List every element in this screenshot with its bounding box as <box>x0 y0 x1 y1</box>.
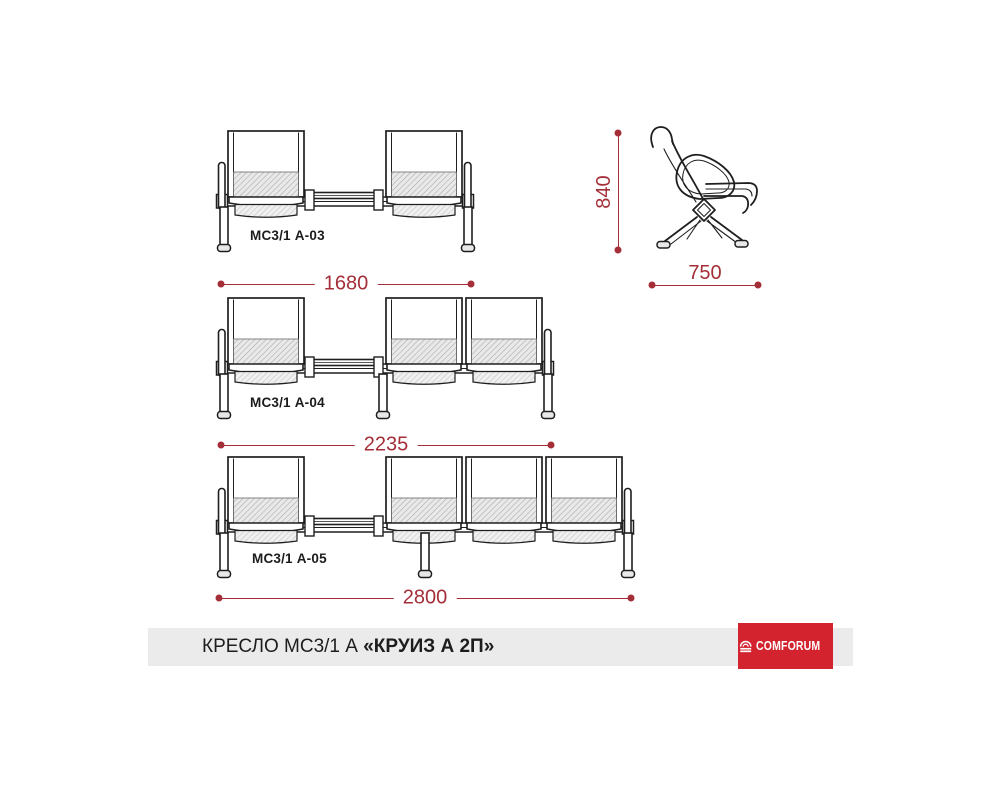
dimension-line <box>653 285 757 286</box>
product-title-prefix: КРЕСЛО МС3/1 А <box>202 636 364 657</box>
bench-label-a05: МС3/1 А-05 <box>252 551 327 566</box>
dimension-endpoint <box>218 281 225 288</box>
dimension-endpoint <box>649 282 656 289</box>
comforum-logo <box>738 623 833 669</box>
seat-module <box>228 131 304 217</box>
seat-module <box>546 457 622 543</box>
seat-module <box>228 457 304 543</box>
product-title-emphasis: «КРУИЗ А 2П» <box>363 636 495 657</box>
armrest <box>543 330 554 377</box>
dimension-endpoint <box>628 595 635 602</box>
table-connector <box>305 516 383 536</box>
dimension-width-3seat <box>220 433 552 456</box>
armrest <box>623 489 634 536</box>
dimension-value: 2800 <box>394 587 457 609</box>
dimension-depth <box>651 262 759 293</box>
dimension-value: 750 <box>688 262 722 284</box>
product-title <box>202 628 494 666</box>
dimension-endpoint <box>755 282 762 289</box>
leg <box>218 207 231 252</box>
seat-module <box>386 457 462 543</box>
leg <box>542 374 555 419</box>
seat-module <box>386 298 462 384</box>
table-connector <box>305 190 383 210</box>
dimension-value: 1680 <box>315 273 378 295</box>
logo-text: COMFORUM <box>756 639 821 653</box>
chair-side-view-drawing <box>651 127 757 248</box>
leg <box>419 533 432 578</box>
dimension-endpoint <box>216 595 223 602</box>
seat-module <box>466 457 542 543</box>
dimension-width-4seat <box>218 586 632 609</box>
seat-module <box>386 131 462 217</box>
armrest <box>463 163 474 210</box>
dimension-endpoint <box>615 247 622 254</box>
dimension-endpoint <box>615 130 622 137</box>
bench-label-a04: МС3/1 А-04 <box>250 395 325 410</box>
armrest <box>217 330 228 377</box>
table-connector <box>305 357 383 377</box>
armrest <box>217 489 228 536</box>
awning-icon <box>738 636 753 656</box>
leg <box>218 533 231 578</box>
leg <box>622 533 635 578</box>
dimension-endpoint <box>548 442 555 449</box>
armrest <box>217 163 228 210</box>
dimension-width-2seat <box>220 272 472 295</box>
dimension-line <box>618 134 619 249</box>
leg <box>218 374 231 419</box>
leg <box>462 207 475 252</box>
seat-module <box>466 298 542 384</box>
bench-label-a03: МС3/1 А-03 <box>250 228 325 243</box>
seat-module <box>228 298 304 384</box>
dimension-endpoint <box>218 442 225 449</box>
dimension-value: 2235 <box>355 434 418 456</box>
leg <box>377 374 390 419</box>
dimension-endpoint <box>468 281 475 288</box>
dimension-value: 840 <box>593 174 615 209</box>
